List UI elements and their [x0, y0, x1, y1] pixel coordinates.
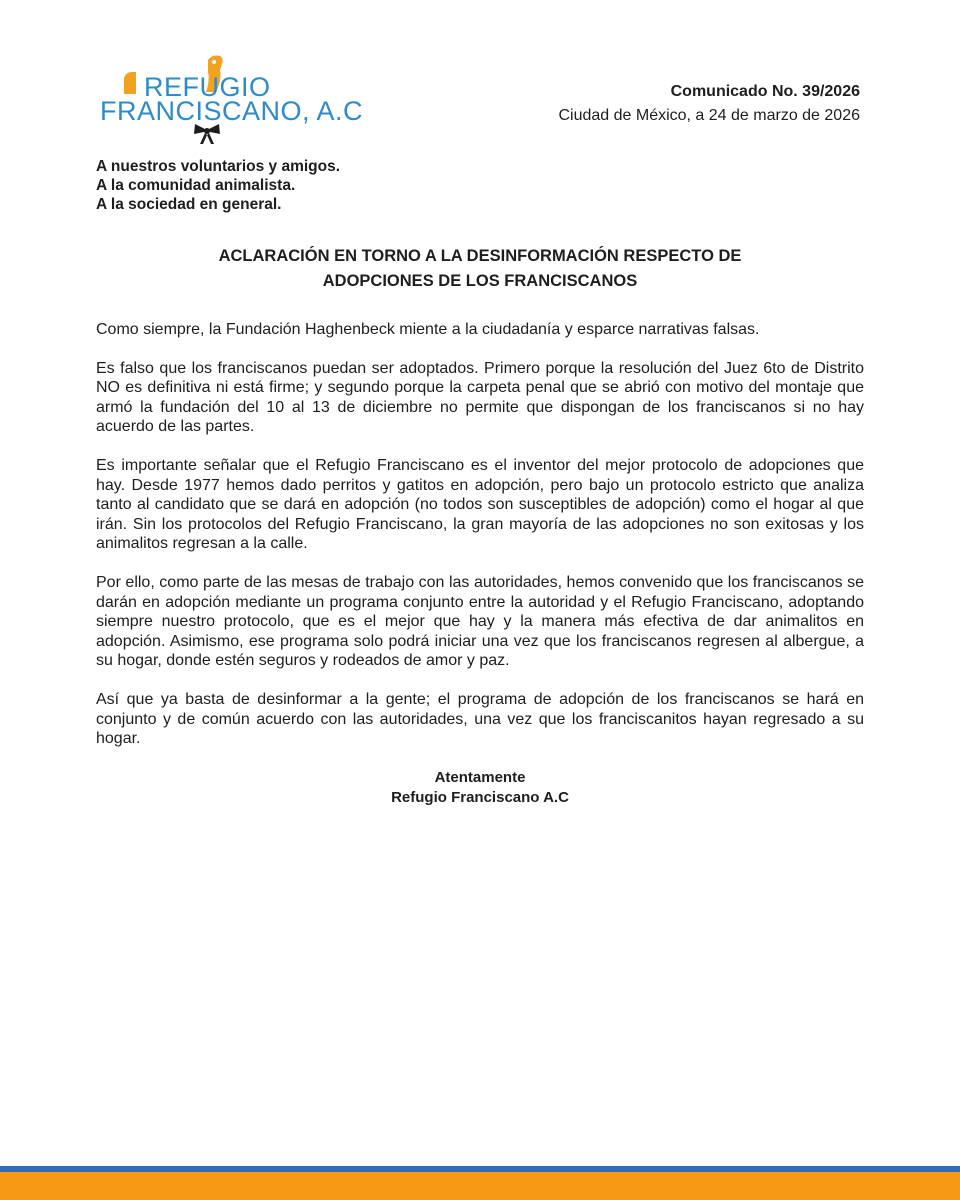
document-body — [96, 320, 864, 768]
place-and-date: Ciudad de México, a 24 de marzo de 2026 — [558, 107, 860, 124]
addressees — [96, 157, 340, 214]
addressee-line: A nuestros voluntarios y amigos. — [96, 158, 341, 175]
closing-signatory: Refugio Franciscano A.C — [391, 789, 569, 806]
document-header — [558, 80, 860, 128]
closing-signature — [96, 768, 864, 808]
addressee-line: A la sociedad en general. — [96, 196, 282, 213]
body-paragraph: Así que ya basta de desinformar a la gente; el programa de adopción de los franciscanos se hará en conjunto y de común acuerdo con las autoridades, una vez que los franciscanitos hayan regresado a su hogar. — [96, 690, 864, 748]
body-paragraph: Como siempre, la Fundación Haghenbeck miente a la ciudadanía y esparce narrativas falsas. — [96, 321, 760, 338]
body-paragraph: Por ello, como parte de las mesas de trabajo con las autoridades, hemos convenido que los franciscanos se darán en adopción mediante un programa conjunto entre la autoridad y el Refugio Franciscano, adoptando siempre nuestro protocolo, que es el mejor que hay y la manera más efectiva de dar animalitos en adopción. Asimismo, ese programa solo podrá iniciar una vez que los franciscanos regresen al albergue, a su hogar, donde estén seguros y rodeados de amor y paz. — [96, 573, 864, 670]
body-paragraph: Es falso que los franciscanos puedan ser adoptados. Primero porque la resolución del Juez 6to de Distrito NO es definitiva ni está firme; y segundo porque la carpeta penal que se abrió con motivo del montaje que armó la fundación del 10 al 13 de diciembre no permite que dispongan de los franciscanos si no hay acuerdo de las partes. — [96, 359, 864, 436]
comunicado-number: Comunicado No. 39/2026 — [670, 83, 860, 100]
logo-text-line1: REFUGIO — [144, 72, 271, 102]
addressee-line: A la comunidad animalista. — [96, 177, 296, 194]
title-line2: ADOPCIONES DE LOS FRANCISCANOS — [322, 272, 638, 290]
body-paragraph: Es importante señalar que el Refugio Franciscano es el inventor del mejor protocolo de adopciones que hay. Desde 1977 hemos dado perritos y gatitos en adopción, pero bajo un protocolo estricto que analiza tanto al candidato que se dará en adopción (no todos son susceptibles de adopción) como el hogar al que irán. Sin los protocolos del Refugio Franciscano, la gran mayoría de las adopciones no son exitosas y los animalitos regresan a la calle. — [96, 456, 864, 553]
document-title — [96, 244, 864, 294]
mourning-bow-icon — [192, 122, 222, 146]
refugio-franciscano-logo — [96, 50, 364, 150]
footer-bar-orange — [0, 1172, 960, 1200]
logo-text-line2: FRANCISCANO, A.C — [100, 96, 364, 126]
closing-salutation: Atentamente — [434, 769, 526, 786]
title-line1: ACLARACIÓN EN TORNO A LA DESINFORMACIÓN RESPECTO DE — [218, 247, 742, 265]
